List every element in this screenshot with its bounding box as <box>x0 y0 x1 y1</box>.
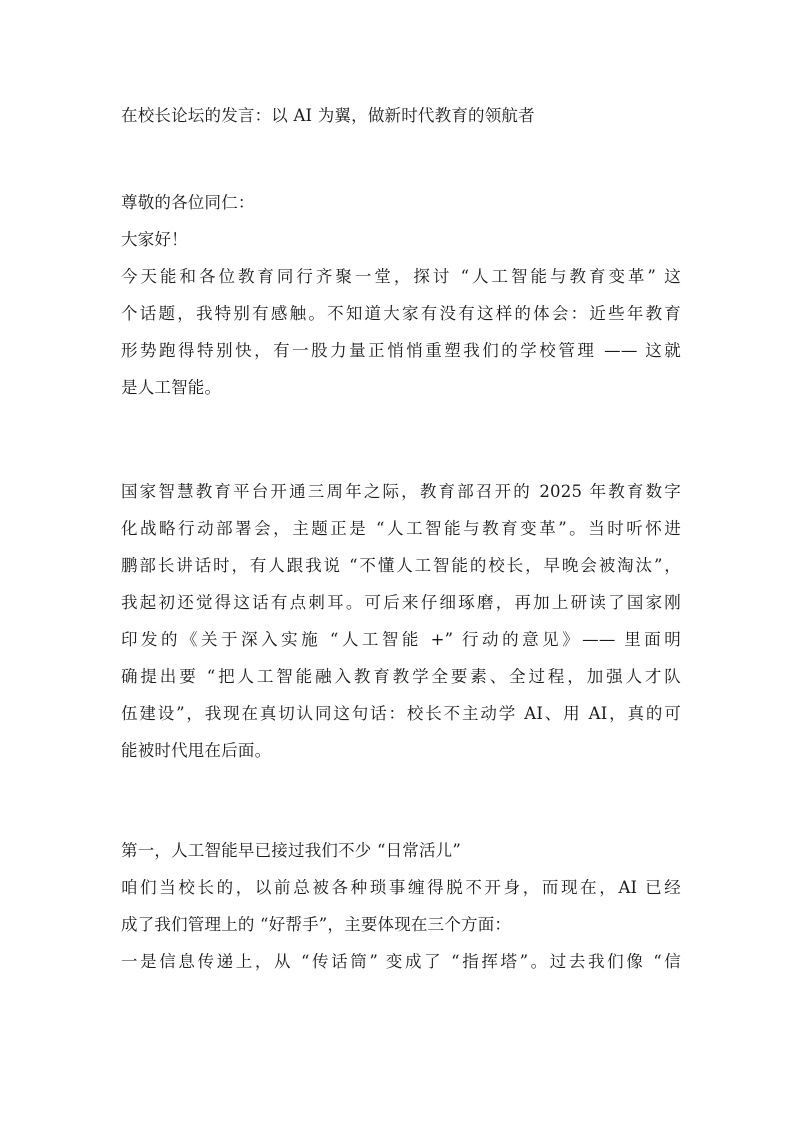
document-title: 在校长论坛的发言：以 AI 为翼，做新时代教育的领航者 <box>121 106 535 125</box>
paragraph-2-line-6: 确提出要 “把人工智能融入教育教学全要素、全过程，加强人才队 <box>121 667 681 686</box>
section-1-heading: 第一，人工智能早已接过我们不少 “日常活儿” <box>121 841 462 860</box>
greeting: 大家好！ <box>121 230 188 249</box>
paragraph-3-line-2: 成了我们管理上的 “好帮手”，主要体现在三个方面： <box>121 915 512 934</box>
paragraph-2-line-4: 我起初还觉得这话有点刺耳。可后来仔细琢磨，再加上研读了国家刚 <box>121 593 681 612</box>
salutation: 尊敬的各位同仁： <box>121 193 255 212</box>
paragraph-2-line-8: 能被时代甩在后面。 <box>121 741 272 760</box>
paragraph-3-line-3: 一是信息传递上，从 “传话筒” 变成了 “指挥塔”。过去我们像 “信 <box>121 952 681 971</box>
paragraph-1-line-4: 是人工智能。 <box>121 378 222 397</box>
paragraph-1-line-3: 形势跑得特别快，有一股力量正悄悄重塑我们的学校管理 —— 这就 <box>121 341 681 360</box>
paragraph-2-line-5: 印发的《关于深入实施 “人工智能 +” 行动的意见》—— 里面明 <box>121 630 681 649</box>
paragraph-2-line-7: 伍建设”，我现在真切认同这句话：校长不主动学 AI、用 AI，真的可 <box>121 704 681 723</box>
paragraph-1-line-1: 今天能和各位教育同行齐聚一堂，探讨 “人工智能与教育变革” 这 <box>121 267 681 286</box>
paragraph-2-line-1: 国家智慧教育平台开通三周年之际，教育部召开的 2025 年教育数字 <box>121 482 681 501</box>
paragraph-3-line-1: 咱们当校长的，以前总被各种琐事缠得脱不开身，而现在，AI 已经 <box>121 878 681 897</box>
paragraph-2-line-2: 化战略行动部署会，主题正是 “人工智能与教育变革”。当时听怀进 <box>121 519 681 538</box>
paragraph-2-line-3: 鹏部长讲话时，有人跟我说 “不懂人工智能的校长，早晚会被淘汰”， <box>121 556 681 575</box>
paragraph-1-line-2: 个话题，我特别有感触。不知道大家有没有这样的体会：近些年教育 <box>121 304 681 323</box>
